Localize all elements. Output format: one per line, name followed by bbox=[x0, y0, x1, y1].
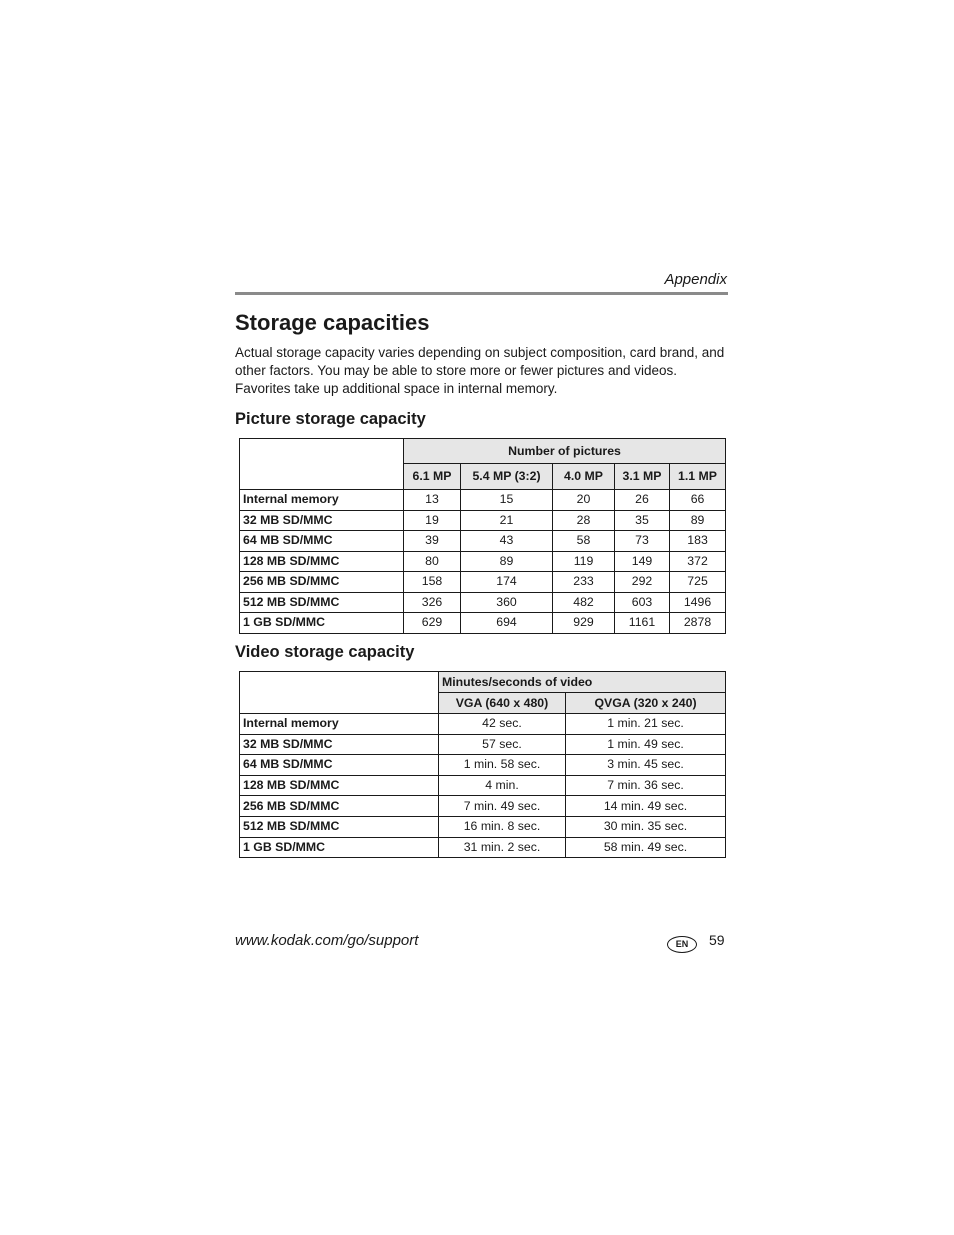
table-row bbox=[240, 490, 726, 511]
table-cell: 16 min. 8 sec. bbox=[439, 816, 566, 837]
column-header: 4.0 MP bbox=[553, 464, 615, 490]
table-cell: 80 bbox=[404, 551, 461, 572]
table-cell: 58 min. 49 sec. bbox=[566, 837, 726, 858]
table-cell: 1 min. 21 sec. bbox=[566, 714, 726, 735]
support-url: www.kodak.com/go/support bbox=[235, 932, 419, 949]
table-cell: 2878 bbox=[670, 613, 726, 634]
table-cell: 1 min. 49 sec. bbox=[566, 734, 726, 755]
table-row bbox=[240, 734, 726, 755]
minutes-seconds-header: Minutes/seconds of video bbox=[439, 672, 726, 693]
column-header: VGA (640 x 480) bbox=[439, 693, 566, 714]
table-cell: 14 min. 49 sec. bbox=[566, 796, 726, 817]
table-cell: 20 bbox=[553, 490, 615, 511]
table-cell: 174 bbox=[461, 572, 553, 593]
table-cell: 629 bbox=[404, 613, 461, 634]
table-cell: 35 bbox=[615, 510, 670, 531]
table-cell: 1496 bbox=[670, 592, 726, 613]
row-label: 256 MB SD/MMC bbox=[240, 796, 439, 817]
table-cell: 1 min. 58 sec. bbox=[439, 755, 566, 776]
table-cell: 15 bbox=[461, 490, 553, 511]
table-cell: 725 bbox=[670, 572, 726, 593]
row-label: 1 GB SD/MMC bbox=[240, 613, 404, 634]
table-row bbox=[240, 551, 726, 572]
table-corner bbox=[240, 439, 404, 490]
column-header: 6.1 MP bbox=[404, 464, 461, 490]
table-cell: 603 bbox=[615, 592, 670, 613]
column-header: 1.1 MP bbox=[670, 464, 726, 490]
row-label: Internal memory bbox=[240, 714, 439, 735]
table-row bbox=[240, 592, 726, 613]
table-cell: 4 min. bbox=[439, 775, 566, 796]
table-cell: 89 bbox=[670, 510, 726, 531]
header-rule bbox=[235, 292, 728, 295]
table-cell: 58 bbox=[553, 531, 615, 552]
table-row bbox=[240, 531, 726, 552]
picture-storage-table bbox=[239, 438, 726, 634]
row-label: 1 GB SD/MMC bbox=[240, 837, 439, 858]
row-label: 128 MB SD/MMC bbox=[240, 551, 404, 572]
table-row bbox=[240, 613, 726, 634]
video-storage-table bbox=[239, 671, 726, 858]
language-badge: EN bbox=[667, 936, 697, 953]
table-row bbox=[240, 755, 726, 776]
table-row bbox=[240, 510, 726, 531]
table-row bbox=[240, 775, 726, 796]
table-cell: 42 sec. bbox=[439, 714, 566, 735]
row-label: 128 MB SD/MMC bbox=[240, 775, 439, 796]
table-cell: 929 bbox=[553, 613, 615, 634]
section-label: Appendix bbox=[664, 271, 727, 288]
number-of-pictures-header: Number of pictures bbox=[404, 439, 726, 464]
table-cell: 31 min. 2 sec. bbox=[439, 837, 566, 858]
table-row bbox=[240, 714, 726, 735]
table-cell: 89 bbox=[461, 551, 553, 572]
page-number: 59 bbox=[709, 932, 725, 948]
table-row bbox=[240, 796, 726, 817]
table-cell: 482 bbox=[553, 592, 615, 613]
table-cell: 43 bbox=[461, 531, 553, 552]
table-cell: 13 bbox=[404, 490, 461, 511]
table-cell: 3 min. 45 sec. bbox=[566, 755, 726, 776]
table-row bbox=[240, 572, 726, 593]
table-cell: 326 bbox=[404, 592, 461, 613]
table-cell: 158 bbox=[404, 572, 461, 593]
table-cell: 292 bbox=[615, 572, 670, 593]
table-cell: 30 min. 35 sec. bbox=[566, 816, 726, 837]
table-cell: 360 bbox=[461, 592, 553, 613]
table-cell: 694 bbox=[461, 613, 553, 634]
table-cell: 39 bbox=[404, 531, 461, 552]
row-label: 32 MB SD/MMC bbox=[240, 510, 404, 531]
table-cell: 183 bbox=[670, 531, 726, 552]
row-label: 32 MB SD/MMC bbox=[240, 734, 439, 755]
row-label: 64 MB SD/MMC bbox=[240, 531, 404, 552]
row-label: 64 MB SD/MMC bbox=[240, 755, 439, 776]
table-cell: 1161 bbox=[615, 613, 670, 634]
picture-storage-heading: Picture storage capacity bbox=[235, 410, 426, 428]
table-cell: 233 bbox=[553, 572, 615, 593]
column-header: QVGA (320 x 240) bbox=[566, 693, 726, 714]
video-storage-heading: Video storage capacity bbox=[235, 643, 415, 661]
column-header: 3.1 MP bbox=[615, 464, 670, 490]
row-label: 512 MB SD/MMC bbox=[240, 816, 439, 837]
intro-paragraph: Actual storage capacity varies depending on subject composition, card brand, and other factors. You may be able to store more or fewer pictures and videos. Favorites take up additional space in internal memory. bbox=[235, 345, 725, 396]
table-cell: 26 bbox=[615, 490, 670, 511]
row-label: 512 MB SD/MMC bbox=[240, 592, 404, 613]
table-cell: 7 min. 49 sec. bbox=[439, 796, 566, 817]
row-label: 256 MB SD/MMC bbox=[240, 572, 404, 593]
page-title: Storage capacities bbox=[235, 310, 430, 335]
table-cell: 73 bbox=[615, 531, 670, 552]
table-cell: 19 bbox=[404, 510, 461, 531]
table-cell: 57 sec. bbox=[439, 734, 566, 755]
table-cell: 372 bbox=[670, 551, 726, 572]
row-label: Internal memory bbox=[240, 490, 404, 511]
table-cell: 21 bbox=[461, 510, 553, 531]
column-header: 5.4 MP (3:2) bbox=[461, 464, 553, 490]
table-row bbox=[240, 837, 726, 858]
table-cell: 66 bbox=[670, 490, 726, 511]
table-cell: 7 min. 36 sec. bbox=[566, 775, 726, 796]
table-corner bbox=[240, 672, 439, 714]
table-cell: 149 bbox=[615, 551, 670, 572]
table-row bbox=[240, 816, 726, 837]
table-cell: 28 bbox=[553, 510, 615, 531]
table-cell: 119 bbox=[553, 551, 615, 572]
